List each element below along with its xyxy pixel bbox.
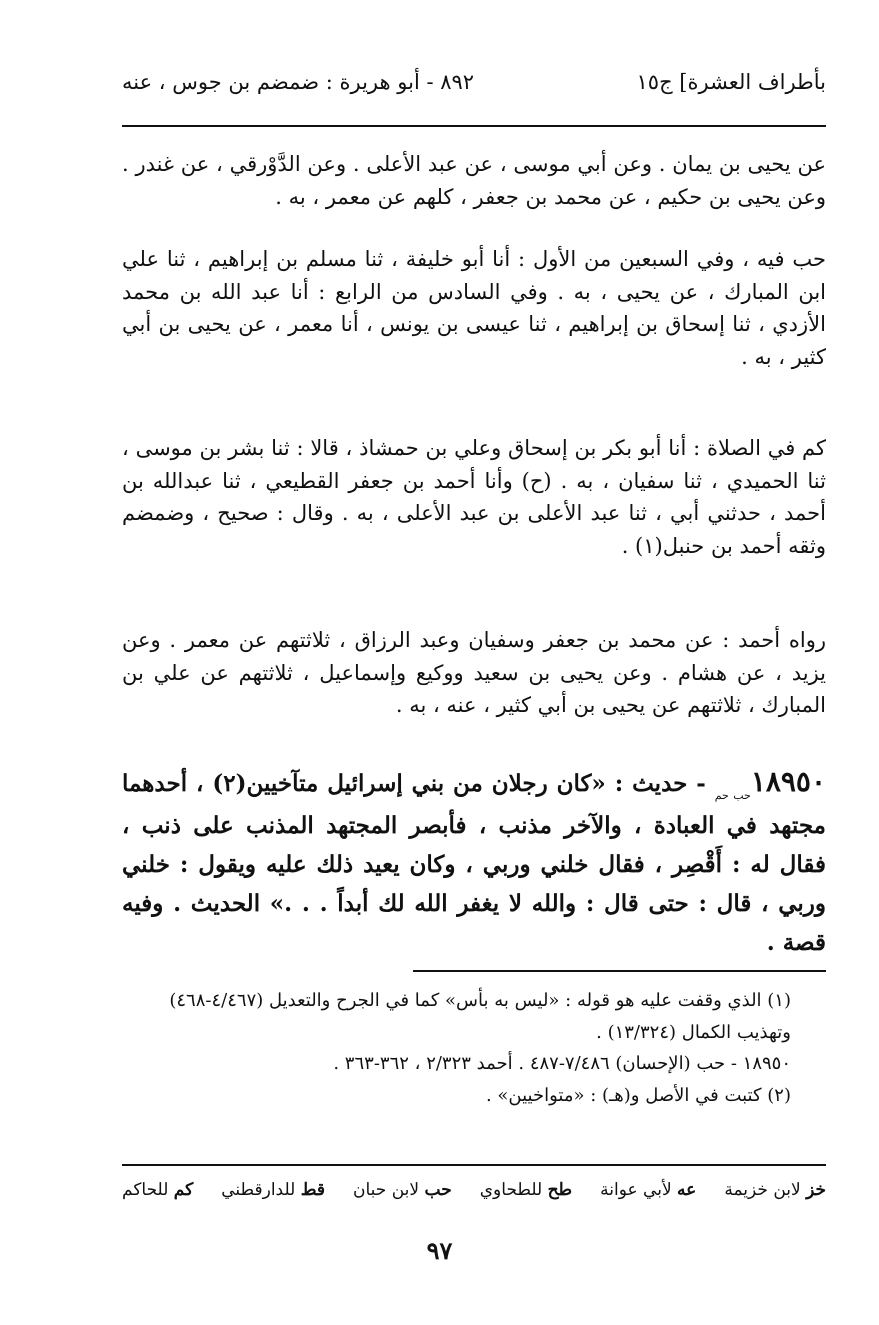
paragraph-4 — [122, 624, 826, 722]
footnotes — [122, 985, 826, 1111]
abbreviations-divider — [122, 1164, 826, 1166]
abbr-item: حب لابن حبان — [353, 1180, 452, 1200]
abbreviations-key — [122, 1180, 826, 1200]
header-book-title: بأطراف العشرة] ج١٥ — [636, 70, 826, 94]
paragraph-text: كم في الصلاة : أنا أبو بكر بن إسحاق وعلي بن حمشاذ ، قالا : ثنا بشر بن موسى ، ثنا الحميدي ، ثنا سفيان ، به . (ح) وأنا أحمد بن جعفر القطيعي ، ثنا عبدالله بن أحمد ، حدثني أبي ، ثنا عبد الأعلى بن عبد الأعلى ، به . وقال : صحيح ، وضمضم وثقه أحمد بن حنبل(١) . — [122, 436, 826, 558]
abbr-item: كم للحاكم — [122, 1180, 194, 1200]
header-divider — [122, 125, 826, 127]
hadith-entry — [122, 758, 826, 962]
abbr-item: عه لأبي عوانة — [600, 1180, 697, 1200]
footnote-2: (٢) كتبت في الأصل و(هـ) : «متواخيين» . — [485, 1084, 791, 1106]
abbr-item: قط للدارقطني — [221, 1180, 325, 1200]
paragraph-text: عن يحيى بن يمان . وعن أبي موسى ، عن عبد الأعلى . وعن الدَّوْرقي ، عن غندر . وعن يحيى بن حكيم ، عن محمد بن جعفر ، كلهم عن معمر ، به . — [122, 152, 826, 209]
footnote-divider — [413, 970, 826, 972]
paragraph-2 — [122, 243, 826, 373]
hadith-number: ١٨٩٥٠ — [750, 765, 827, 798]
header-entry-title: ٨٩٢ - أبو هريرة : ضمضم بن جوس ، عنه — [122, 70, 475, 94]
paragraph-text: رواه أحمد : عن محمد بن جعفر وسفيان وعبد الرزاق ، ثلاثتهم عن معمر . وعن يزيد ، عن هشام . وعن يحيى بن سعيد ووكيع وإسماعيل ، ثلاثتهم عن علي بن المبارك ، ثلاثتهم عن يحيى بن أبي كثير ، عنه ، به . — [122, 628, 826, 718]
abbr-item: خز لابن خزيمة — [724, 1180, 826, 1200]
footnote-source: ١٨٩٥٠ - حب (الإحسان) ٧/٤٨٦-٤٨٧ . أحمد ٢/٣٢٣ ، ٣٦٢-٣٦٣ . — [333, 1053, 791, 1074]
footnote-1: (١) الذي وقفت عليه هو قوله : «ليس به بأس» كما في الجرح والتعديل (٤/٤٦٧-٤٦٨) وتهذيب الكمال (١٣/٣٢٤) . — [169, 990, 791, 1043]
page-number: ٩٧ — [426, 1236, 453, 1265]
abbr-item: طح للطحاوي — [479, 1180, 573, 1200]
paragraph-3 — [122, 432, 826, 562]
paragraph-1 — [122, 148, 826, 213]
source-marker: حب حم — [714, 789, 751, 802]
hadith-text: - حديث : «كان رجلان من بني إسرائيل متآخيين(٢) ، أحدهما مجتهد في العبادة ، والآخر مذنب ، فأبصر المجتهد المذنب على ذنب ، فقال له : أَقْصِر ، فقال خلني وربي ، وكان يعيد ذلك عليه ويقول : خلني وربي ، قال : حتى قال : والله لا يغفر الله لك أبداً . . .» الحديث . وفيه قصة . — [122, 770, 826, 956]
paragraph-text: حب فيه ، وفي السبعين من الأول : أنا أبو خليفة ، ثنا مسلم بن إبراهيم ، ثنا علي ابن المبارك ، عن يحيى ، به . وفي السادس من الرابع : أنا عبد الله بن محمد الأزدي ، ثنا إسحاق بن إبراهيم ، ثنا عيسى بن يونس ، أنا معمر ، عن يحيى بن أبي كثير ، به . — [122, 247, 826, 369]
running-header — [122, 70, 826, 110]
